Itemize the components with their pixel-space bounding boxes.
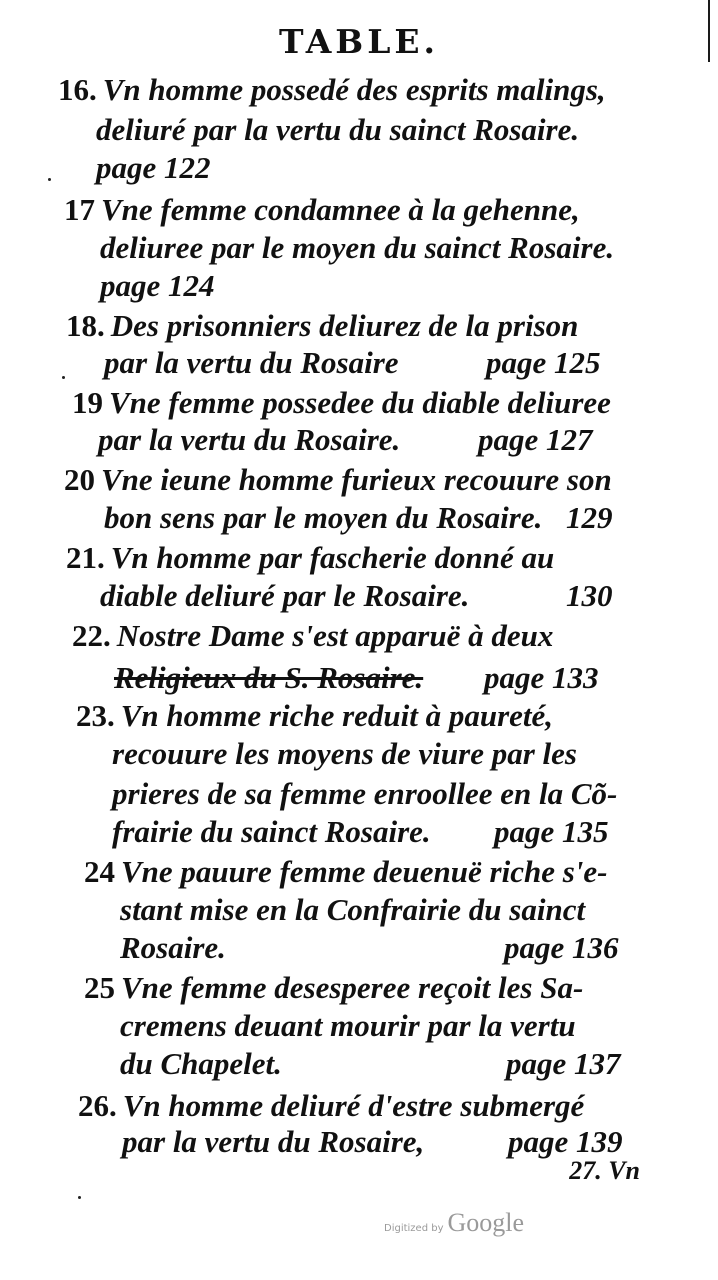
entry-line: recouure les moyens de viure par les (112, 736, 577, 771)
entry-line: par la vertu du Rosaire, (122, 1124, 425, 1159)
entry-line: cremens deuant mourir par la vertu (120, 1008, 576, 1043)
entry-number: 18. (66, 308, 105, 343)
entry-page: page 135 (494, 814, 609, 849)
entry-number: 20 (64, 462, 95, 497)
entry-line: par la vertu du Rosaire (104, 345, 399, 380)
entry-line (84, 970, 583, 1006)
entry-line: du Chapelet. (120, 1046, 282, 1081)
entry-line: stant mise en la Confrairie du sainct (120, 892, 586, 927)
entry-line: Rosaire. (120, 930, 226, 965)
entry-line (84, 854, 608, 890)
entry-line: deliuree par le moyen du sainct Rosaire. (100, 230, 615, 265)
entry-line (78, 1088, 584, 1124)
entry-line (64, 192, 580, 228)
entry-text: Nostre Dame s'est apparuë à deux (116, 618, 554, 653)
entry-text: Vn homme par fascherie donné au (110, 540, 555, 575)
entry-line (58, 72, 606, 108)
catchword: 27. Vn (569, 1156, 640, 1185)
entry-number: 24 (84, 854, 115, 889)
entry-text: Vne ieune homme furieux recouure son (101, 462, 612, 497)
entry-line (66, 540, 554, 576)
entry-page: page 124 (100, 268, 215, 303)
entry-line: par la vertu du Rosaire. (98, 422, 401, 457)
watermark-small-text: Digitized by (384, 1223, 444, 1234)
entry-page: page 125 (486, 345, 601, 380)
entry-line (76, 698, 553, 734)
entry-number: 23. (76, 698, 115, 733)
entry-line (64, 462, 612, 498)
entry-text: Vne femme possedee du diable deliuree (109, 385, 611, 420)
entry-page: page 137 (506, 1046, 621, 1081)
entry-text: Vn homme possedé des esprits malings, (102, 72, 606, 107)
digitized-watermark (384, 1208, 524, 1238)
entry-number: 16. (58, 72, 97, 107)
entry-number: 17 (64, 192, 95, 227)
entry-line: prieres de sa femme enroollee en la Cõ- (112, 776, 618, 811)
page-title: TABLE. (278, 22, 440, 61)
entry-line: diable deliuré par le Rosaire. (100, 578, 470, 613)
entry-number: 26. (78, 1088, 117, 1123)
entry-line: bon sens par le moyen du Rosaire. (104, 500, 543, 535)
entry-number: 21. (66, 540, 105, 575)
entry-text: Des prisonniers deliurez de la prison (110, 308, 579, 343)
entry-page: 129 (566, 500, 613, 535)
entry-number: 19 (72, 385, 103, 420)
entry-line (72, 385, 611, 421)
entry-text: Vne pauure femme deuenuë riche s'e- (121, 854, 608, 889)
entry-page: page 139 (508, 1124, 623, 1159)
entry-line: deliuré par la vertu du sainct Rosaire. (96, 112, 580, 147)
entry-page: page 122 (96, 150, 211, 185)
entry-line: Religieux du S. Rosaire. (114, 660, 424, 695)
entry-number: 25 (84, 970, 115, 1005)
google-logo: Google (447, 1208, 525, 1237)
entry-text: Vn homme deliuré d'estre submergé (122, 1088, 585, 1123)
entry-page: page 127 (478, 422, 593, 457)
entry-page: 130 (566, 578, 613, 613)
entry-page: page 133 (484, 660, 599, 695)
entry-line (72, 618, 553, 654)
scan-speck (78, 1196, 81, 1199)
entry-text: Vn homme riche reduit à paureté, (120, 698, 554, 733)
entry-line: frairie du sainct Rosaire. (112, 814, 431, 849)
entry-line (66, 308, 578, 344)
entry-text: Vne femme desesperee reçoit les Sa- (121, 970, 584, 1005)
entry-number: 22. (72, 618, 111, 653)
entry-text: Vne femme condamnee à la gehenne, (101, 192, 580, 227)
entry-page: page 136 (504, 930, 619, 965)
scan-speck (62, 376, 65, 379)
scan-speck (48, 178, 51, 181)
